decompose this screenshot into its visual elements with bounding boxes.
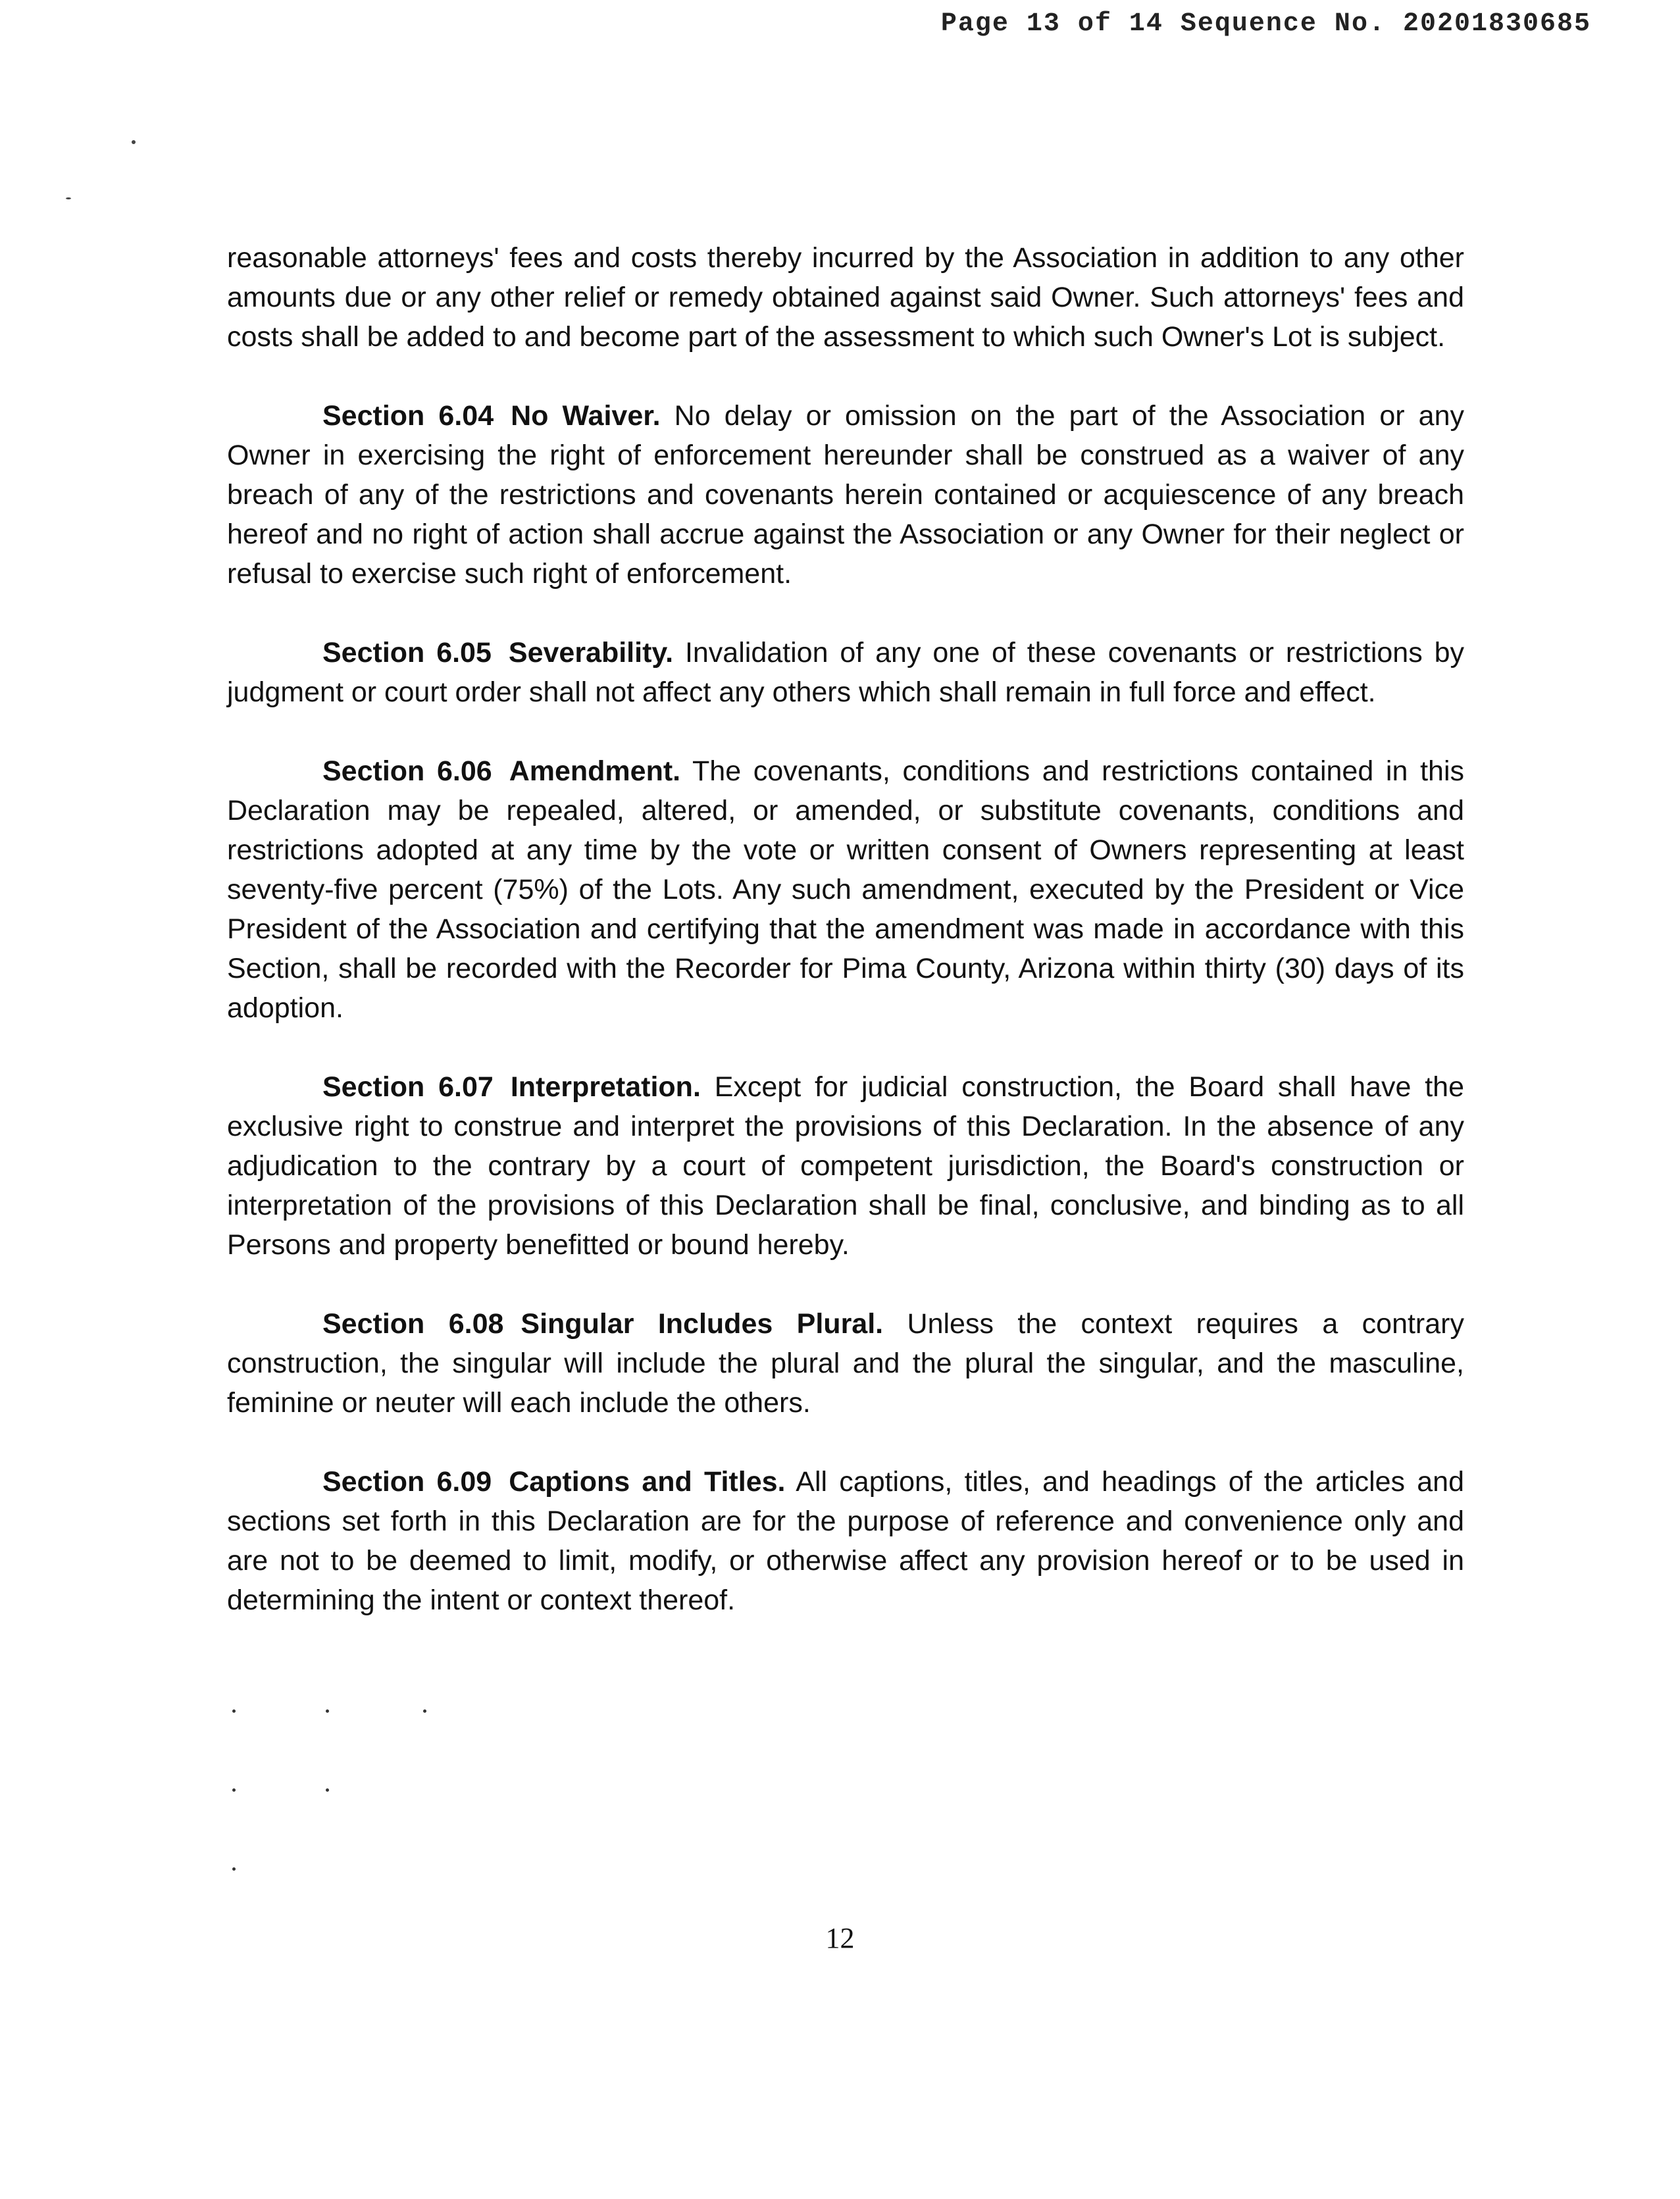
section-6-06 <box>227 751 1464 1028</box>
section-title: Captions and Titles. <box>509 1466 786 1498</box>
section-6-08 <box>227 1304 1464 1423</box>
dot <box>423 1709 426 1713</box>
section-title: Interpretation. <box>510 1071 701 1103</box>
section-number: Section 6.07 <box>322 1071 494 1103</box>
section-body: The covenants, conditions and restrictions contained in this Declaration may be repealed, altered, or amended, or substitute covenants, conditions and restrictions adopted at any time by the vote or written consent of Owners representing at least seventy-five percent (75%) of the Lots. Any such amendment, executed by the President or Vice President of the Association and certifying that the amendment was made in accordance with this Section, shall be recorded with the Recorder for Pima County, Arizona within thirty (30) days of its adoption. <box>227 755 1464 1024</box>
section-body: All captions, titles, and headings of the articles and sections set forth in this Declaration are for the purpose of reference and convenience only and are not to be deemed to limit, modify, or otherwise affect any provision hereof or to be used in determining the intent or context thereof. <box>227 1466 1464 1616</box>
section-number: Section 6.09 <box>322 1466 492 1498</box>
section-title: Singular Includes Plural. <box>521 1308 884 1340</box>
scan-speck <box>66 197 71 199</box>
section-6-09 <box>227 1462 1464 1620</box>
document-body <box>227 238 1464 1659</box>
section-number: Section 6.08 <box>322 1308 504 1340</box>
section-title: No Waiver. <box>511 400 661 432</box>
dot <box>232 1709 236 1713</box>
dot <box>232 1867 236 1871</box>
stray-dots <box>227 1691 490 1888</box>
dot <box>326 1709 329 1713</box>
section-body: Unless the context requires a contrary construction, the singular will include the plural and the plural the singular, and the masculine, feminine or neuter will each include the others. <box>227 1308 1464 1419</box>
section-number: Section 6.04 <box>322 400 494 432</box>
section-6-04 <box>227 396 1464 594</box>
section-title: Severability. <box>508 637 674 669</box>
page-number: 12 <box>825 1922 855 1954</box>
section-number: Section 6.06 <box>322 755 492 787</box>
section-6-07 <box>227 1067 1464 1265</box>
section-body: Invalidation of any one of these covenants or restrictions by judgment or court order shall not affect any others which shall remain in full force and effect. <box>227 637 1464 708</box>
recording-header: Page 13 of 14 Sequence No. 20201830685 <box>940 9 1591 39</box>
section-title: Amendment. <box>509 755 681 787</box>
section-6-05 <box>227 633 1464 712</box>
section-body: No delay or omission on the part of the Association or any Owner in exercising the right of enforcement hereunder shall be construed as a waiver of any breach of any of the restrictions and covenants herein contained or acquiescence of any breach hereof and no right of action shall accrue against the Association or any Owner for their neglect or refusal to exercise such right of enforcement. <box>227 400 1464 590</box>
dot <box>232 1788 236 1792</box>
scan-speck <box>132 140 136 144</box>
section-body: Except for judicial construction, the Board shall have the exclusive right to construe and interpret the provisions of this Declaration. In the absence of any adjudication to the contrary by a court of competent jurisdiction, the Board's construction or interpretation of the provisions of this Declaration shall be final, conclusive, and binding as to all Persons and property benefitted or bound hereby. <box>227 1071 1464 1261</box>
intro-paragraph: reasonable attorneys' fees and costs thereby incurred by the Association in addition to any other amounts due or any other relief or remedy obtained against said Owner. Such attorneys' fees and costs shall be added to and become part of the assessment to which such Owner's Lot is subject. <box>227 242 1464 353</box>
dot <box>326 1788 329 1792</box>
section-number: Section 6.05 <box>322 637 492 669</box>
